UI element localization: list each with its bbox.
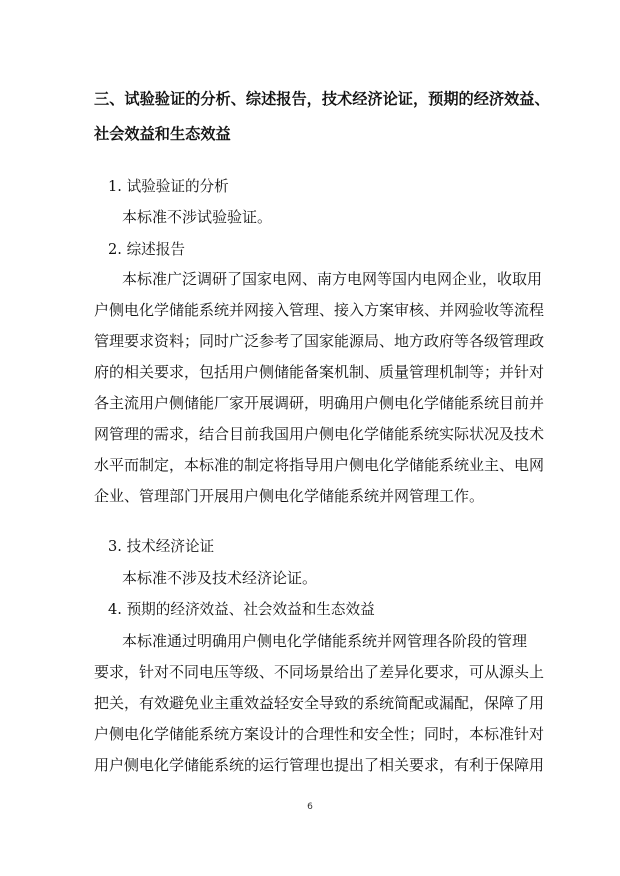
- item-3-title: 3. 技术经济论证: [108, 538, 215, 555]
- item-1-title: 1. 试验验证的分析: [108, 178, 229, 195]
- paragraph-line: 用户侧电化学储能系统的运行管理也提出了相关要求，有利于保障用: [94, 756, 545, 774]
- paragraph-line: 水平而制定，本标准的制定将指导用户侧电化学储能系统业主、电网: [94, 456, 545, 474]
- paragraph-line: 把关，有效避免业主重效益轻安全导致的系统简配或漏配，保障了用: [94, 694, 545, 712]
- item-2-title: 2. 综述报告: [108, 241, 185, 258]
- paragraph-line: 要求，针对不同电压等级、不同场景给出了差异化要求，可从源头上: [94, 663, 545, 681]
- paragraph-line: 本标准不涉试验验证。: [122, 208, 273, 226]
- paragraph-line: 户侧电化学储能系统方案设计的合理性和安全性；同时，本标准针对: [94, 725, 545, 743]
- section-heading-line1: 三、试验验证的分析、综述报告，技术经济论证，预期的经济效益、: [94, 90, 550, 108]
- paragraph-line: 网管理的需求，结合目前我国用户侧电化学储能系统实际状况及技术: [94, 425, 545, 443]
- paragraph-line: 管理要求资料；同时广泛参考了国家能源局、地方政府等各级管理政: [94, 332, 545, 350]
- paragraph-line: 各主流用户侧储能厂家开展调研，明确用户侧电化学储能系统目前并: [94, 394, 545, 412]
- paragraph-line: 府的相关要求，包括用户侧储能备案机制、质量管理机制等；并针对: [94, 363, 545, 381]
- section-heading-line2: 社会效益和生态效益: [94, 125, 231, 143]
- item-4-title: 4. 预期的经济效益、社会效益和生态效益: [108, 601, 375, 618]
- paragraph-line: 本标准广泛调研了国家电网、南方电网等国内电网企业，收取用: [122, 270, 543, 288]
- paragraph-line: 本标准通过明确用户侧电化学储能系统并网管理各阶段的管理: [122, 632, 528, 650]
- paragraph-line: 户侧电化学储能系统并网接入管理、接入方案审核、并网验收等流程: [94, 301, 545, 319]
- page-number: 6: [307, 802, 313, 812]
- paragraph-line: 本标准不涉及技术经济论证。: [122, 569, 318, 587]
- paragraph-line: 企业、管理部门开展用户侧电化学储能系统并网管理工作。: [94, 487, 485, 505]
